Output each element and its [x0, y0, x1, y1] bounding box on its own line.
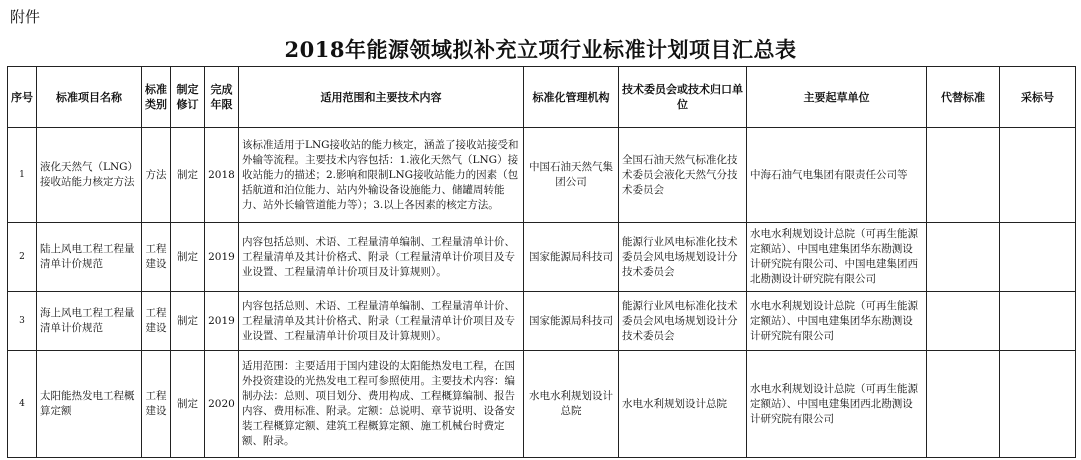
cell-adopt [1000, 128, 1076, 223]
cell-year: 2020 [205, 351, 239, 458]
cell-name: 太阳能热发电工程概算定额 [37, 351, 142, 458]
cell-replace [927, 292, 1000, 351]
table-row [8, 223, 1076, 292]
cell-scope: 该标准适用于LNG接收站的能力核定，涵盖了接收站接受和外输等流程。主要技术内容包括：1.液化天然气（LNG）接收站能力的描述；2.影响和限制LNG接收站能力的因素（包括航道和泊位能力、站内外输设备设施能力、储罐周转能力、站外长输管道能力等）；3.以上各因素的核定方法。 [239, 128, 524, 223]
table-row [8, 128, 1076, 223]
cell-org: 水电水利规划设计总院 [524, 351, 619, 458]
cell-seq: 3 [8, 292, 37, 351]
cell-org: 中国石油天然气集团公司 [524, 128, 619, 223]
cell-replace [927, 223, 1000, 292]
cell-org: 国家能源局科技司 [524, 223, 619, 292]
header-replace: 代替标准 [927, 67, 1000, 128]
cell-drafter: 中海石油气电集团有限责任公司等 [747, 128, 927, 223]
cell-year: 2018 [205, 128, 239, 223]
cell-replace [927, 128, 1000, 223]
cell-revise: 制定 [171, 351, 205, 458]
header-scope: 适用范围和主要技术内容 [239, 67, 524, 128]
cell-seq: 2 [8, 223, 37, 292]
cell-committee: 能源行业风电标准化技术委员会风电场规划设计分技术委员会 [619, 223, 747, 292]
cell-drafter: 水电水利规划设计总院（可再生能源定额站）、中国电建集团西北勘测设计研究院有限公司 [747, 351, 927, 458]
attachment-label: 附件 [10, 8, 41, 26]
cell-year: 2019 [205, 223, 239, 292]
cell-drafter: 水电水利规划设计总院（可再生能源定额站）、中国电建集团华东勘测设计研究院有限公司 [747, 292, 927, 351]
cell-revise: 制定 [171, 223, 205, 292]
cell-seq: 4 [8, 351, 37, 458]
cell-name: 陆上风电工程工程量清单计价规范 [37, 223, 142, 292]
cell-scope: 内容包括总则、术语、工程量清单编制、工程量清单计价、工程量清单及其计价格式、附录（工程量清单计价项目及专业设置、工程量清单计价项目及计算规则）。 [239, 292, 524, 351]
cell-seq: 1 [8, 128, 37, 223]
cell-drafter: 水电水利规划设计总院（可再生能源定额站）、中国电建集团华东勘测设计研究院有限公司、中国电建集团西北勘测设计研究院有限公司 [747, 223, 927, 292]
cell-scope: 适用范围：主要适用于国内建设的太阳能热发电工程，在国外投资建设的光热发电工程可参照使用。主要技术内容：编制办法：总则、项目划分、费用构成、工程概算编制、报告内容、费用标准、附录。定额：总说明、章节说明、设备安装工程概算定额、建筑工程概算定额、施工机械台时费定额、附录。 [239, 351, 524, 458]
cell-revise: 制定 [171, 128, 205, 223]
cell-replace [927, 351, 1000, 458]
cell-adopt [1000, 223, 1076, 292]
header-drafter: 主要起草单位 [747, 67, 927, 128]
header-year: 完成年限 [205, 67, 239, 128]
cell-committee: 水电水利规划设计总院 [619, 351, 747, 458]
header-committee: 技术委员会或技术归口单位 [619, 67, 747, 128]
cell-category: 工程建设 [142, 292, 171, 351]
header-category: 标准类别 [142, 67, 171, 128]
cell-scope: 内容包括总则、术语、工程量清单编制、工程量清单计价、工程量清单及其计价格式、附录（工程量清单计价项目及专业设置、工程量清单计价项目及计算规则）。 [239, 223, 524, 292]
header-seq: 序号 [8, 67, 37, 128]
table-header-row [8, 67, 1076, 128]
cell-revise: 制定 [171, 292, 205, 351]
cell-committee: 全国石油天然气标准化技术委员会液化天然气分技术委员会 [619, 128, 747, 223]
header-revise: 制定修订 [171, 67, 205, 128]
header-name: 标准项目名称 [37, 67, 142, 128]
cell-name: 海上风电工程工程量清单计价规范 [37, 292, 142, 351]
cell-category: 工程建设 [142, 351, 171, 458]
standards-table [7, 66, 1076, 458]
header-adopt: 采标号 [1000, 67, 1076, 128]
cell-committee: 能源行业风电标准化技术委员会风电场规划设计分技术委员会 [619, 292, 747, 351]
cell-adopt [1000, 292, 1076, 351]
cell-category: 工程建设 [142, 223, 171, 292]
cell-adopt [1000, 351, 1076, 458]
page-title: 2018年能源领域拟补充立项行业标准计划项目汇总表 [284, 37, 797, 62]
cell-org: 国家能源局科技司 [524, 292, 619, 351]
cell-category: 方法 [142, 128, 171, 223]
cell-name: 液化天然气（LNG）接收站能力核定方法 [37, 128, 142, 223]
cell-year: 2019 [205, 292, 239, 351]
table-row [8, 351, 1076, 458]
header-org: 标准化管理机构 [524, 67, 619, 128]
table-row [8, 292, 1076, 351]
